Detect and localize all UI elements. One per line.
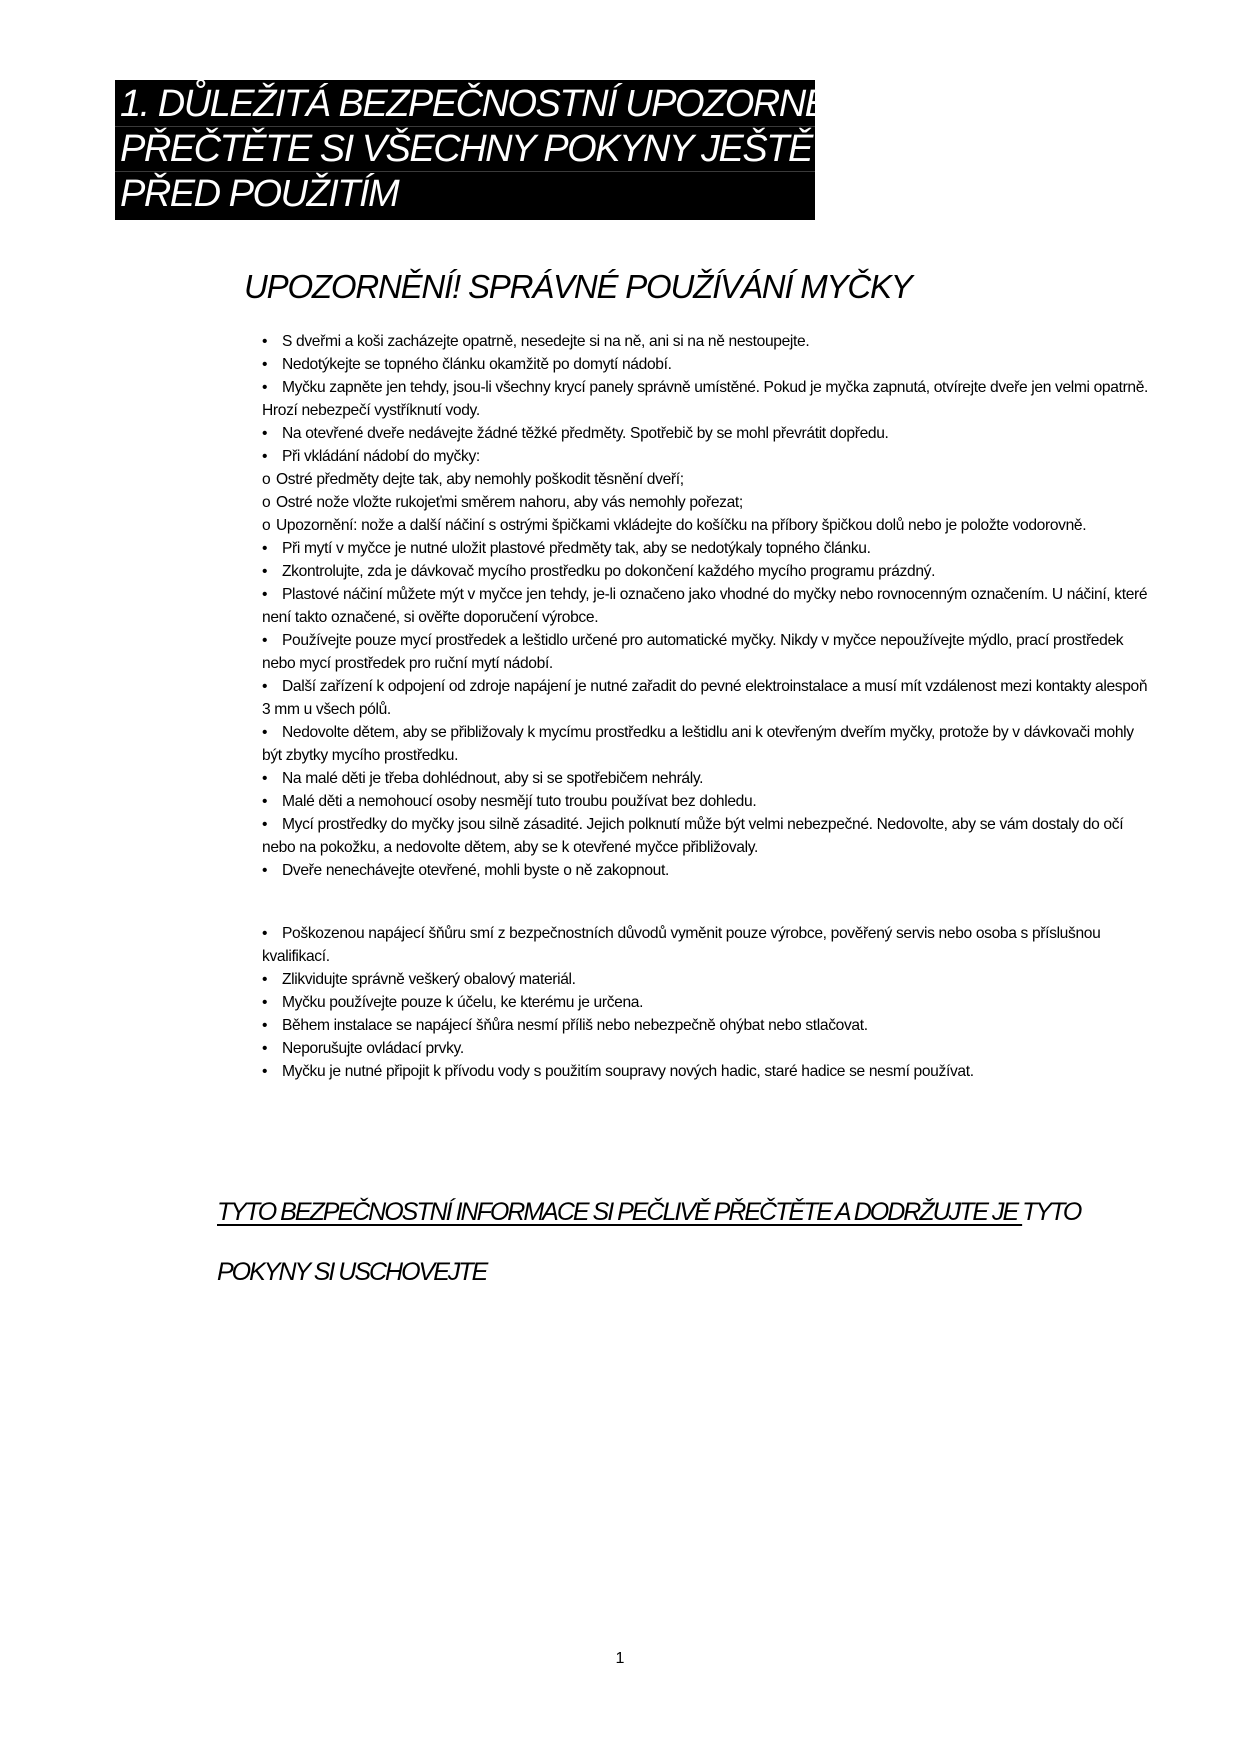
list-item [262, 560, 1152, 583]
list-item-text: Myčku používejte pouze k účelu, ke kterému je určena. [282, 994, 644, 1011]
circle-bullet-icon: o [262, 494, 271, 511]
list-item-text: Poškozenou napájecí šňůru smí z bezpečnostních důvodů vyměnit pouze výrobce, pověřený servis nebo osoba s příslušnou kvalifikací. [262, 925, 1101, 965]
sub-list-item-text: Ostré nože vložte rukojeťmi směrem nahoru, aby vás nemohly pořezat; [276, 494, 743, 511]
list-item-text: Používejte pouze mycí prostředek a leštidlo určené pro automatické myčky. Nikdy v myčce nepoužívejte mýdlo, prací prostředek nebo mycí prostředek pro ruční mytí nádobí. [262, 632, 1124, 672]
sub-list-item [262, 514, 1152, 537]
list-item-text: Myčku je nutné připojit k přívodu vody s použitím soupravy nových hadic, staré hadice se nesmí používat. [282, 1063, 974, 1080]
bullet-icon: • [262, 816, 268, 833]
paragraph-gap [262, 882, 1152, 922]
list-item-text: Na otevřené dveře nedávejte žádné těžké předměty. Spotřebič by se mohl převrátit dopředu. [282, 425, 889, 442]
bullet-icon: • [262, 379, 268, 396]
list-item-text: Dveře nenechávejte otevřené, mohli byste o ně zakopnout. [282, 862, 669, 879]
page-number: 1 [615, 1650, 625, 1667]
list-item [262, 422, 1152, 445]
section-title-line: 1. DŮLEŽITÁ BEZPEČNOSTNÍ UPOZORNĚNÍ [115, 82, 815, 127]
list-item [262, 991, 1152, 1014]
section-title-banner [115, 80, 864, 220]
bullet-icon: • [262, 678, 268, 695]
list-item-text: Myčku zapněte jen tehdy, jsou-li všechny krycí panely správně umístěné. Pokud je myčka zapnutá, otvírejte dveře jen velmi opatrně. Hrozí nebezpečí vystříknutí vody. [262, 379, 1149, 419]
list-item [262, 445, 1152, 468]
bullet-icon: • [262, 540, 268, 557]
bullet-icon: • [262, 724, 268, 741]
bullet-icon: • [262, 563, 268, 580]
list-item-text: S dveřmi a koši zacházejte opatrně, nesedejte si na ně, ani si na ně nestoupejte. [282, 333, 810, 350]
circle-bullet-icon: o [262, 471, 271, 488]
bullet-icon: • [262, 971, 268, 988]
list-item [262, 767, 1152, 790]
list-item [262, 537, 1152, 560]
section-title-line: PŘED POUŽITÍM [120, 173, 399, 215]
list-item-text: Plastové náčiní můžete mýt v myčce jen tehdy, je-li označeno jako vhodné do myčky nebo rovnocenným označením. U náčiní, které není takto označené, si ověřte doporučení výrobce. [262, 586, 1148, 626]
closing-notice-line2: POKYNY SI USCHOVEJTE [217, 1258, 487, 1286]
list-item [262, 922, 1152, 968]
bullet-icon: • [262, 333, 268, 350]
list-item-text: Zkontrolujte, zda je dávkovač mycího prostředku po dokončení každého mycího programu prázdný. [282, 563, 936, 580]
list-item-text: Zlikvidujte správně veškerý obalový materiál. [282, 971, 576, 988]
closing-notice-line1 [217, 1198, 1080, 1227]
list-item-text: Při vkládání nádobí do myčky: [282, 448, 480, 465]
sub-list-item [262, 468, 1152, 491]
bullet-icon: • [262, 862, 268, 879]
list-item-text: Malé děti a nemohoucí osoby nesmějí tuto troubu používat bez dohledu. [282, 793, 757, 810]
list-item-text: Nedovolte dětem, aby se přibližovaly k mycímu prostředku a leštidlu ani k otevřeným dveřím myčky, protože by v dávkovači mohly být zbytky mycího prostředku. [262, 724, 1134, 764]
list-item [262, 330, 1152, 353]
closing-notice-tail: TYTO [1022, 1198, 1081, 1226]
list-item [262, 790, 1152, 813]
list-item-text: Další zařízení k odpojení od zdroje napájení je nutné zařadit do pevné elektroinstalace a musí mít vzdálenost mezi kontakty alespoň 3 mm u všech pólů. [262, 678, 1148, 718]
bullet-icon: • [262, 586, 268, 603]
bullet-icon: • [262, 1063, 268, 1080]
sub-list-item [262, 491, 1152, 514]
bullet-icon: • [262, 994, 268, 1011]
list-item-text: Na malé děti je třeba dohlédnout, aby si se spotřebičem nehrály. [282, 770, 704, 787]
safety-instructions [262, 330, 1152, 1083]
list-item-text: Při mytí v myčce je nutné uložit plastové předměty tak, aby se nedotýkaly topného článku. [282, 540, 871, 557]
list-item [262, 813, 1152, 859]
bullet-icon: • [262, 356, 268, 373]
section-title-line: PŘEČTĚTE SI VŠECHNY POKYNY JEŠTĚ [115, 127, 815, 172]
list-item [262, 1014, 1152, 1037]
list-item-text: Během instalace se napájecí šňůra nesmí příliš nebo nebezpečně ohýbat nebo stlačovat. [282, 1017, 868, 1034]
bullet-icon: • [262, 425, 268, 442]
list-item-text: Mycí prostředky do myčky jsou silně zásadité. Jejich polknutí může být velmi nebezpečné. Nedovolte, aby se vám dostaly do očí nebo na pokožku, a nedovolte dětem, aby se k otevřené myčce přibližovaly. [262, 816, 1124, 856]
closing-notice [217, 1198, 1080, 1287]
list-item [262, 968, 1152, 991]
bullet-icon: • [262, 1017, 268, 1034]
warning-subheading: UPOZORNĚNÍ! SPRÁVNÉ POUŽÍVÁNÍ MYČKY [244, 268, 912, 305]
sub-list-item-text: Ostré předměty dejte tak, aby nemohly poškodit těsnění dveří; [276, 471, 684, 488]
sub-list-item-text: Upozornění: nože a další náčiní s ostrými špičkami vkládejte do košíčku na příbory špičkou dolů nebo je položte vodorovně. [276, 517, 1087, 534]
list-item [262, 629, 1152, 675]
bullet-icon: • [262, 770, 268, 787]
bullet-icon: • [262, 925, 268, 942]
list-item [262, 675, 1152, 721]
list-item [262, 1060, 1152, 1083]
list-item [262, 353, 1152, 376]
list-item [262, 721, 1152, 767]
list-item-text: Neporušujte ovládací prvky. [282, 1040, 464, 1057]
circle-bullet-icon: o [262, 517, 271, 534]
list-item [262, 859, 1152, 882]
closing-notice-underlined: TYTO BEZPEČNOSTNÍ INFORMACE SI PEČLIVĚ PŘEČTĚTE A DODRŽUJTE JE [217, 1198, 1023, 1226]
bullet-icon: • [262, 793, 268, 810]
list-item [262, 583, 1152, 629]
bullet-icon: • [262, 632, 268, 649]
bullet-icon: • [262, 1040, 268, 1057]
bullet-icon: • [262, 448, 268, 465]
list-item-text: Nedotýkejte se topného článku okamžitě po domytí nádobí. [282, 356, 672, 373]
list-item [262, 376, 1152, 422]
list-item [262, 1037, 1152, 1060]
